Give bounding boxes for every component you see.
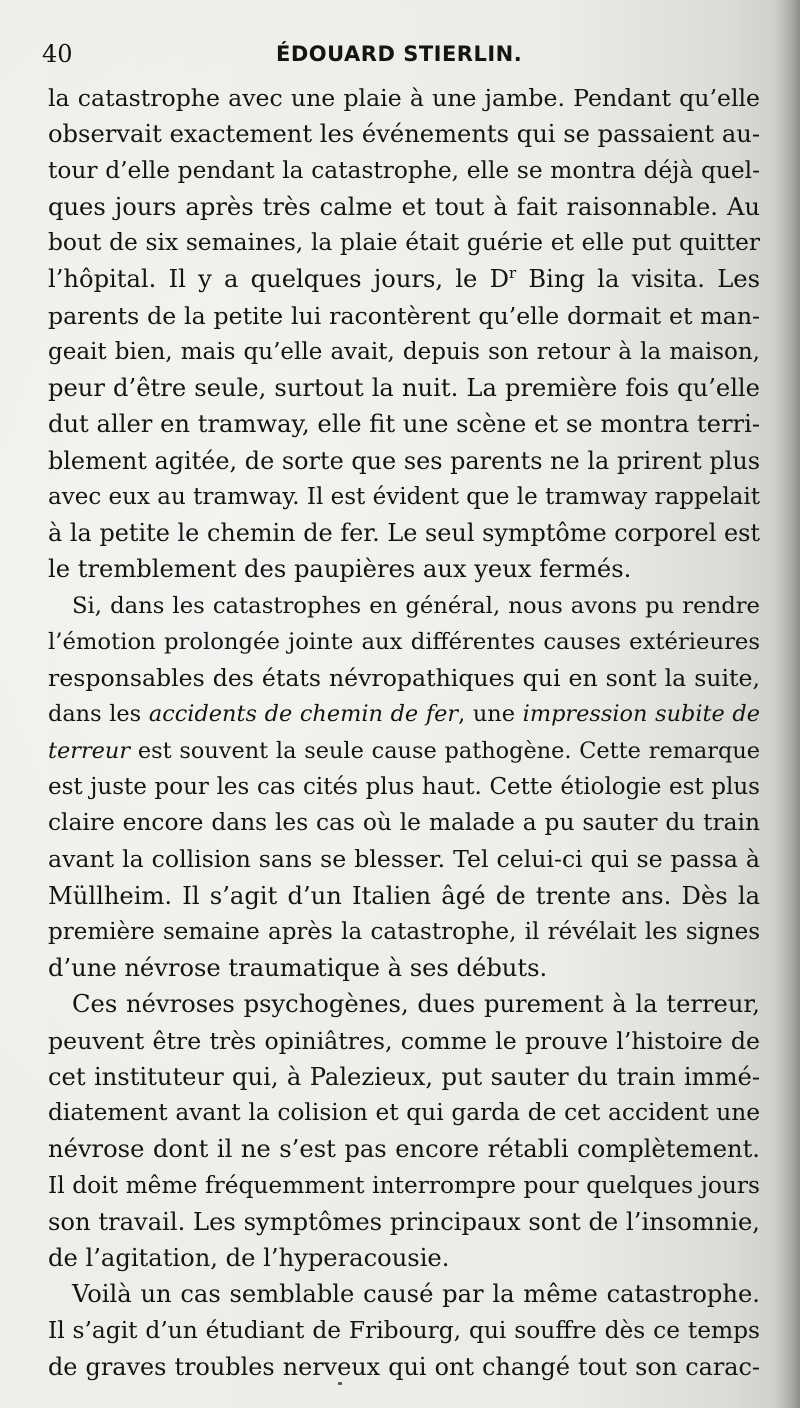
text-segment: Il doit même fréquemment interrompre pour quelques jours (48, 1171, 760, 1199)
text-segment: responsables des états névropathiques qui en sont la suite, (48, 664, 760, 692)
text-segment: bout de six semaines, la plaie était guérie et elle put quitter (48, 229, 760, 256)
text-segment: la catastrophe avec une plaie à une jambe. Pendant qu’elle (48, 84, 760, 112)
text-segment: première semaine après la catastrophe, il révélait les signes (48, 918, 760, 945)
text-line (48, 878, 760, 914)
text-line (48, 80, 760, 116)
text-segment: geait bien, mais qu’elle avait, depuis son retour à la maison, (48, 338, 760, 365)
text-line (48, 406, 760, 442)
text-line (48, 153, 760, 189)
text-line (48, 1131, 760, 1167)
text-line (48, 986, 760, 1022)
text-line (48, 1168, 760, 1204)
text-segment: Voilà un cas semblable causé par la même catastrophe. (72, 1280, 760, 1309)
text-line (48, 950, 760, 986)
text-segment: Ces névroses psychogènes, dues purement à la terreur, (72, 990, 760, 1019)
text-segment: de l’agitation, de l’hyperacousie. (48, 1244, 450, 1272)
text-segment: son travail. Les symptômes principaux sont de l’insomnie, (48, 1207, 760, 1236)
text-line (48, 1204, 760, 1240)
text-line (48, 660, 760, 696)
text-line (48, 805, 760, 841)
text-line (48, 696, 760, 732)
text-segment: dut aller en tramway, elle fit une scène et se montra terri- (48, 410, 760, 439)
page-header (38, 40, 758, 74)
running-title: ÉDOUARD STIERLIN. (276, 42, 523, 66)
text-segment: tour d’elle pendant la catastrophe, elle se montra déjà quel- (48, 156, 760, 184)
text-segment: Il s’agit d’un étudiant de Fribourg, qui souffre dès ce temps (48, 1316, 760, 1344)
superscript: r (509, 264, 517, 283)
text-line (48, 551, 760, 587)
text-segment: Müllheim. Il s’agit d’un Italien âgé de trente ans. Dès la (48, 881, 760, 910)
page-edge-shadow (774, 0, 800, 1408)
text-segment: peur d’être seule, surtout la nuit. La première fois qu’elle (48, 374, 760, 402)
text-segment: diatement avant la colision et qui garda de cet accident une (48, 1099, 760, 1126)
text-segment: l’hôpital. Il y a quelques jours, le D (48, 265, 509, 294)
text-segment: Bing la visita. Les (516, 265, 760, 294)
text-segment: , une (458, 701, 523, 728)
text-segment: cet instituteur qui, à Palezieux, put sauter du train immé- (48, 1062, 760, 1091)
text-segment: ques jours après très calme et tout à fait raisonnable. Au (48, 192, 760, 221)
text-line (48, 334, 760, 370)
text-segment: blement agitée, de sorte que ses parents ne la prirent plus (48, 446, 760, 475)
text-segment: parents de la petite lui racontèrent qu’elle dormait et man- (48, 301, 760, 330)
text-segment: névrose dont il ne s’est pas encore rétabli complètement. (48, 1135, 760, 1164)
text-line (48, 298, 760, 334)
text-line (48, 733, 760, 769)
text-line (48, 769, 760, 805)
text-line (48, 479, 760, 515)
text-segment: est souvent la seule cause pathogène. Cette remarque (130, 737, 760, 764)
text-line (48, 261, 760, 297)
text-line (48, 1023, 760, 1059)
printer-mark (338, 1382, 342, 1385)
text-segment: à la petite le chemin de fer. Le seul symptôme corporel est (48, 519, 760, 547)
text-line (48, 588, 760, 624)
text-segment: avant la collision sans se blesser. Tel celui-ci qui se passa à (48, 845, 760, 874)
text-segment: le tremblement des paupières aux yeux fermés. (48, 555, 632, 584)
text-segment: avec eux au tramway. Il est évident que le tramway rappelait (48, 483, 760, 510)
italic-phrase: accidents de chemin de fer (148, 701, 459, 728)
text-line (48, 914, 760, 950)
text-line (48, 1349, 760, 1385)
body-text (48, 80, 760, 1385)
text-segment: de graves troubles nerveux qui ont changé tout son carac- (48, 1352, 760, 1381)
text-line (48, 624, 760, 660)
text-segment: Si, dans les catastrophes en général, nous avons pu rendre (72, 592, 760, 619)
italic-phrase: impression subite de (522, 701, 760, 728)
text-line (48, 1059, 760, 1095)
text-line (48, 225, 760, 261)
text-segment: l’émotion prolongée jointe aux différentes causes extérieures (48, 628, 760, 655)
text-line (48, 189, 760, 225)
text-line (48, 116, 760, 152)
text-segment: observait exactement les événements qui se passaient au- (48, 120, 760, 149)
text-segment: peuvent être très opiniâtres, comme le prouve l’histoire de (48, 1026, 760, 1055)
text-line (48, 1276, 760, 1312)
text-line (48, 1240, 760, 1276)
page-number: 40 (42, 40, 73, 68)
text-line (48, 1313, 760, 1349)
text-line (48, 370, 760, 406)
text-line (48, 1095, 760, 1131)
text-segment: d’une névrose traumatique à ses débuts. (48, 954, 548, 982)
text-segment: claire encore dans les cas où le malade a pu sauter du train (48, 809, 760, 836)
text-segment: est juste pour les cas cités plus haut. Cette étiologie est plus (48, 773, 760, 800)
text-segment: dans les (48, 701, 149, 728)
text-line (48, 443, 760, 479)
text-line (48, 841, 760, 877)
italic-phrase: terreur (48, 737, 131, 764)
text-line (48, 515, 760, 551)
